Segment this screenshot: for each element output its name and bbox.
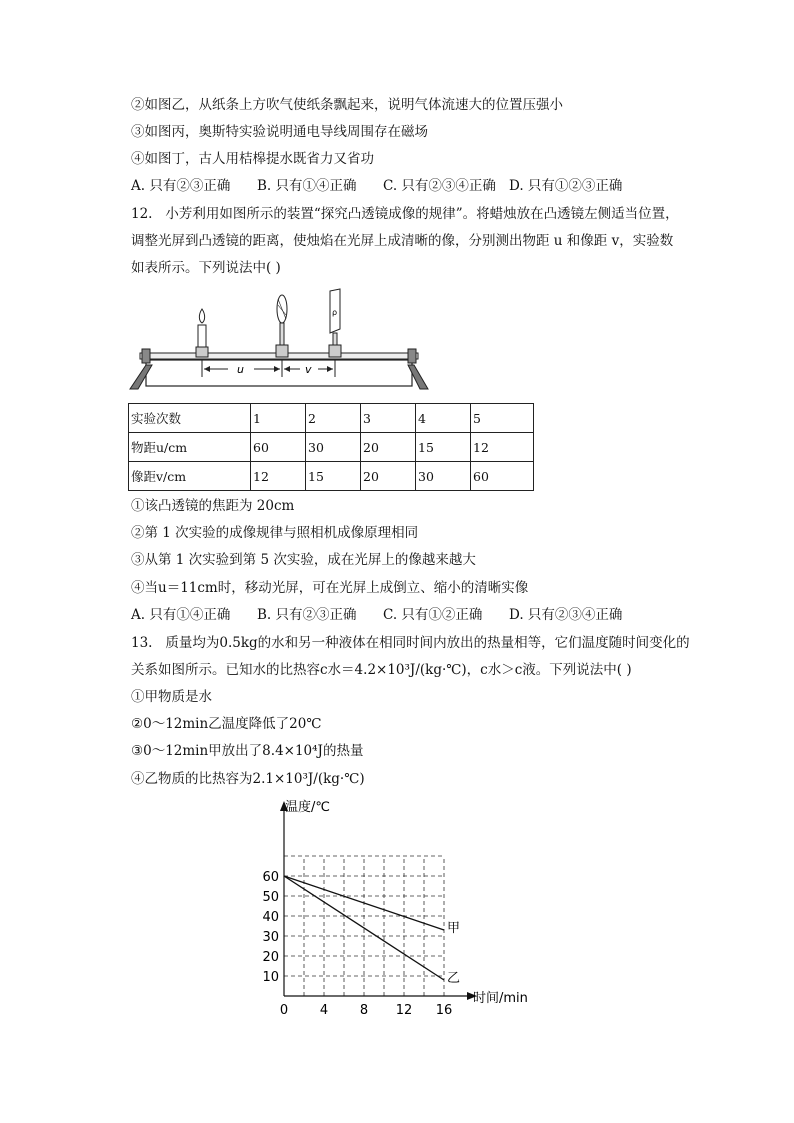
q13-statement-1: ①甲物质是水 xyxy=(131,689,212,705)
table-row xyxy=(129,404,534,433)
q13-stem-line-2: 关系如图所示。已知水的比热容c水＝4.2×10³J/(kg·℃)，c水＞c液。下列说法中( ) xyxy=(131,662,632,678)
table-cell: 20 xyxy=(361,433,416,462)
q11-statement-4: ④如图丁，古人用桔槔提水既省力又省功 xyxy=(131,151,374,167)
y-tick-label: 30 xyxy=(262,930,279,945)
u-label: u xyxy=(237,363,244,376)
q13-statement-2: ②0～12min乙温度降低了20℃ xyxy=(131,716,322,732)
q11-option-c: C. 只有②③④正确 xyxy=(383,178,496,194)
table-header-cell: 物距u/cm xyxy=(129,433,251,462)
q11-options xyxy=(131,176,622,196)
temperature-time-chart xyxy=(255,795,545,1020)
x-tick-label: 0 xyxy=(279,1003,289,1018)
bench-body xyxy=(146,360,412,386)
q12-stem-line-1 xyxy=(131,204,679,224)
y-axis-label: 温度/℃ xyxy=(285,800,330,815)
q11-option-a: A. 只有②③正确 xyxy=(131,178,231,194)
q12-stem-text: 小芳利用如图所示的装置“探究凸透镜成像的规律”。将蜡烛放在凸透镜左侧适当位置， xyxy=(165,206,679,222)
q11-option-b: B. 只有①④正确 xyxy=(257,178,357,194)
table-header-cell: 实验次数 xyxy=(129,404,251,433)
q13-stem-text: 质量均为0.5kg的水和另一种液体在相同时间内放出的热量相等，它们温度随时间变化的 xyxy=(165,635,690,651)
q12-option-b: B. 只有②③正确 xyxy=(257,607,357,623)
q11-statement-2: ②如图乙，从纸条上方吹气使纸条飘起来，说明气体流速大的位置压强小 xyxy=(131,97,563,113)
x-tick-label: 12 xyxy=(395,1003,413,1018)
table-header-cell: 像距v/cm xyxy=(129,462,251,491)
q12-statement-3: ③从第 1 次实验到第 5 次实验，成在光屏上的像越来越大 xyxy=(131,552,476,568)
x-tick-label: 8 xyxy=(359,1003,369,1018)
q12-stem-line-2: 调整光屏到凸透镜的距离，使烛焰在光屏上成清晰的像，分别测出物距 u 和像距 v，实验数 xyxy=(131,233,674,249)
svg-text:ρ: ρ xyxy=(332,308,338,317)
table-row xyxy=(129,462,534,491)
table-cell: 15 xyxy=(306,462,361,491)
experiment-table xyxy=(128,403,534,491)
q12-option-c: C. 只有①②正确 xyxy=(383,607,483,623)
q12-option-a: A. 只有①④正确 xyxy=(131,607,231,623)
series-label: 乙 xyxy=(447,971,461,986)
optical-bench-diagram xyxy=(128,285,433,393)
q11-option-d: D. 只有①②③正确 xyxy=(509,178,623,194)
y-tick-label: 60 xyxy=(262,870,279,885)
table-row xyxy=(129,433,534,462)
series-label: 甲 xyxy=(447,921,461,936)
q12-statement-4: ④当u＝11cm时，移动光屏，可在光屏上成倒立、缩小的清晰实像 xyxy=(131,580,529,596)
v-label: v xyxy=(305,363,312,376)
y-tick-label: 20 xyxy=(262,950,279,965)
table-cell: 12 xyxy=(251,462,306,491)
rail-end-right xyxy=(408,349,416,363)
q13-statement-3: ③0～12min甲放出了8.4×10⁴J的热量 xyxy=(131,743,364,759)
y-tick-label: 50 xyxy=(262,890,279,905)
q12-statement-1: ①该凸透镜的焦距为 20cm xyxy=(131,498,295,514)
y-tick-label: 40 xyxy=(262,910,279,925)
x-tick-label: 4 xyxy=(319,1003,329,1018)
rail-end-left xyxy=(142,349,150,363)
q12-options xyxy=(131,605,622,625)
q12-number: 12. xyxy=(131,206,153,222)
table-cell: 15 xyxy=(416,433,471,462)
table-cell: 20 xyxy=(361,462,416,491)
x-tick-label: 16 xyxy=(435,1003,453,1018)
q12-stem-line-3: 如表所示。下列说法中( ) xyxy=(131,260,281,276)
q13-number: 13. xyxy=(131,635,153,651)
y-tick-label: 10 xyxy=(262,970,279,985)
table-cell: 30 xyxy=(416,462,471,491)
candle xyxy=(196,309,208,357)
q13-stem-line-1 xyxy=(131,633,690,653)
q13-statement-4: ④乙物质的比热容为2.1×10³J/(kg·℃) xyxy=(131,771,365,787)
table-cell: 1 xyxy=(251,404,306,433)
table-cell: 2 xyxy=(306,404,361,433)
q12-option-d: D. 只有②③④正确 xyxy=(509,607,623,623)
table-cell: 12 xyxy=(471,433,534,462)
table-cell: 30 xyxy=(306,433,361,462)
series-line-甲 xyxy=(284,876,444,930)
table-cell: 4 xyxy=(416,404,471,433)
chart-grid xyxy=(284,856,444,996)
q12-statement-2: ②第 1 次实验的成像规律与照相机成像原理相同 xyxy=(131,525,419,541)
light-screen xyxy=(329,289,341,357)
x-axis-label: 时间/min xyxy=(473,991,528,1006)
table-cell: 60 xyxy=(471,462,534,491)
table-cell: 60 xyxy=(251,433,306,462)
convex-lens xyxy=(276,295,288,357)
chart-series xyxy=(284,876,460,986)
q11-statement-3: ③如图丙，奥斯特实验说明通电导线周围存在磁场 xyxy=(131,124,428,140)
table-cell: 5 xyxy=(471,404,534,433)
table-cell: 3 xyxy=(361,404,416,433)
